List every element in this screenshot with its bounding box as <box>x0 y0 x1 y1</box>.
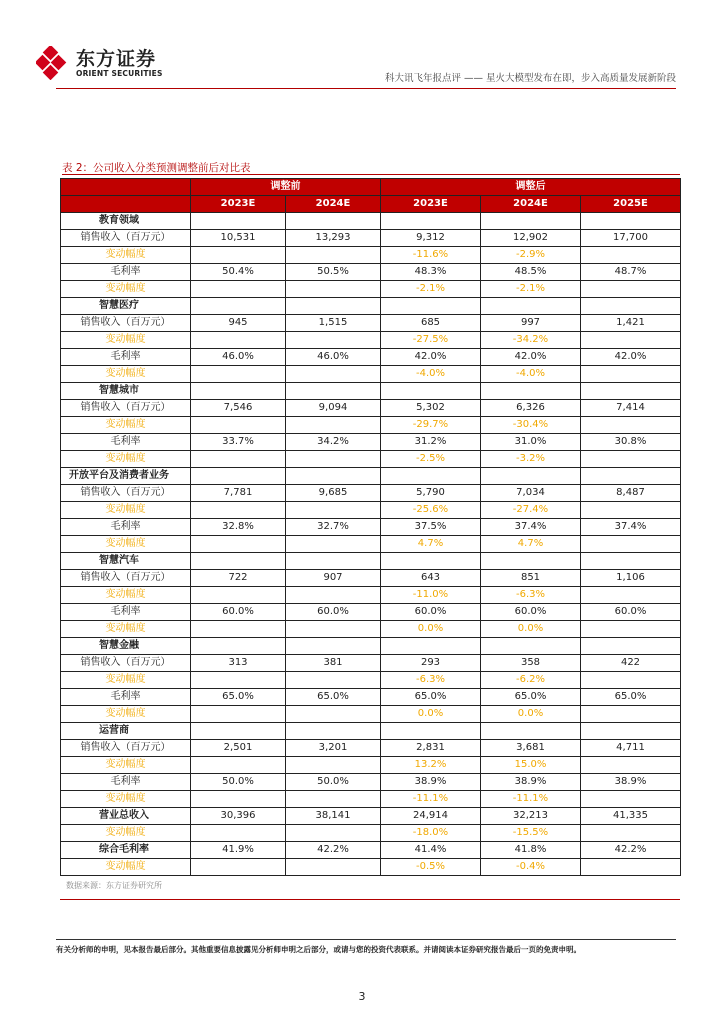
table-cell <box>581 468 681 485</box>
row-label: 智慧医疗 <box>61 298 191 315</box>
table-cell: 7,414 <box>581 400 681 417</box>
table-row <box>61 434 681 451</box>
table-row <box>61 740 681 757</box>
table-cell: 50.0% <box>191 774 286 791</box>
row-label: 毛利率 <box>61 264 191 281</box>
table-cell <box>191 417 286 434</box>
table-cell: 38.9% <box>581 774 681 791</box>
table-cell <box>286 213 381 230</box>
table-cell <box>286 383 381 400</box>
table-cell <box>191 213 286 230</box>
table-cell <box>481 638 581 655</box>
table-cell: 50.0% <box>286 774 381 791</box>
table-year-header-row <box>61 196 681 213</box>
table-cell <box>191 298 286 315</box>
table-cell <box>481 468 581 485</box>
table-cell: 2,501 <box>191 740 286 757</box>
table-cell <box>286 417 381 434</box>
table-cell <box>191 468 286 485</box>
table-cell <box>381 638 481 655</box>
table-cell <box>581 417 681 434</box>
row-label: 毛利率 <box>61 519 191 536</box>
row-label: 智慧金融 <box>61 638 191 655</box>
table-cell: 293 <box>381 655 481 672</box>
table-cell: 15.0% <box>481 757 581 774</box>
table-cell: -11.0% <box>381 587 481 604</box>
table-cell: 38,141 <box>286 808 381 825</box>
row-label: 智慧汽车 <box>61 553 191 570</box>
table-row <box>61 281 681 298</box>
table-cell: 41.9% <box>191 842 286 859</box>
table-row <box>61 417 681 434</box>
group-after-header: 调整后 <box>381 179 681 196</box>
table-cell <box>191 621 286 638</box>
row-label: 变动幅度 <box>61 587 191 604</box>
table-cell: 6,326 <box>481 400 581 417</box>
table-cell <box>581 757 681 774</box>
table-row <box>61 587 681 604</box>
row-label: 毛利率 <box>61 349 191 366</box>
row-label: 销售收入（百万元） <box>61 570 191 587</box>
table-cell: 12,902 <box>481 230 581 247</box>
column-header: 2023E <box>191 196 286 213</box>
table-cell: 9,685 <box>286 485 381 502</box>
table-cell: -6.2% <box>481 672 581 689</box>
table-row <box>61 383 681 400</box>
table-cell <box>581 621 681 638</box>
row-label: 变动幅度 <box>61 621 191 638</box>
table-row <box>61 604 681 621</box>
table-cell: 381 <box>286 655 381 672</box>
table-row <box>61 349 681 366</box>
table-cell <box>286 723 381 740</box>
table-cell: 60.0% <box>191 604 286 621</box>
table-cell <box>286 791 381 808</box>
table-cell <box>381 298 481 315</box>
table-cell: 46.0% <box>286 349 381 366</box>
table-row <box>61 264 681 281</box>
table-row <box>61 570 681 587</box>
table-cell: 358 <box>481 655 581 672</box>
table-cell <box>481 723 581 740</box>
table-cell: -4.0% <box>481 366 581 383</box>
row-label: 营业总收入 <box>61 808 191 825</box>
table-row <box>61 638 681 655</box>
table-cell <box>286 468 381 485</box>
table-row <box>61 400 681 417</box>
table-cell: 65.0% <box>191 689 286 706</box>
report-title: 科大讯飞年报点评 —— 星火大模型发布在即，步入高质量发展新阶段 <box>384 73 676 84</box>
table-cell <box>381 213 481 230</box>
table-cell <box>191 706 286 723</box>
row-label: 变动幅度 <box>61 825 191 842</box>
table-title-divider <box>62 174 680 175</box>
table-cell <box>381 553 481 570</box>
table-cell: 38.9% <box>481 774 581 791</box>
table-cell <box>581 825 681 842</box>
table-cell: -2.1% <box>381 281 481 298</box>
row-label: 销售收入（百万元） <box>61 315 191 332</box>
group-before-header: 调整前 <box>191 179 381 196</box>
table-cell <box>581 706 681 723</box>
table-cell <box>481 213 581 230</box>
table-row <box>61 859 681 876</box>
row-label: 运营商 <box>61 723 191 740</box>
row-label: 销售收入（百万元） <box>61 655 191 672</box>
table-cell <box>481 553 581 570</box>
table-cell: -11.1% <box>381 791 481 808</box>
table-cell <box>286 247 381 264</box>
table-cell: 1,421 <box>581 315 681 332</box>
footer-divider <box>56 939 676 940</box>
table-cell <box>191 587 286 604</box>
table-cell <box>581 723 681 740</box>
table-cell <box>481 298 581 315</box>
row-label: 变动幅度 <box>61 502 191 519</box>
table-cell: 422 <box>581 655 681 672</box>
table-cell: 33.7% <box>191 434 286 451</box>
table-row <box>61 247 681 264</box>
table-cell: 42.0% <box>581 349 681 366</box>
table-cell <box>581 791 681 808</box>
row-label: 变动幅度 <box>61 366 191 383</box>
table-cell: 9,312 <box>381 230 481 247</box>
table-cell: 48.5% <box>481 264 581 281</box>
table-cell: 65.0% <box>381 689 481 706</box>
row-label: 销售收入（百万元） <box>61 485 191 502</box>
row-label: 毛利率 <box>61 774 191 791</box>
table-cell <box>481 383 581 400</box>
table-cell: 65.0% <box>481 689 581 706</box>
table-cell: -2.1% <box>481 281 581 298</box>
row-label: 变动幅度 <box>61 791 191 808</box>
row-label: 综合毛利率 <box>61 842 191 859</box>
table-row <box>61 689 681 706</box>
table-cell: 42.0% <box>381 349 481 366</box>
table-cell: -0.4% <box>481 859 581 876</box>
table-cell: 8,487 <box>581 485 681 502</box>
logo-chinese-name: 东方证券 <box>76 47 157 70</box>
table-row <box>61 451 681 468</box>
table-cell: 17,700 <box>581 230 681 247</box>
table-cell: 37.5% <box>381 519 481 536</box>
table-row <box>61 519 681 536</box>
table-cell: 30.8% <box>581 434 681 451</box>
table-cell <box>191 536 286 553</box>
table-cell <box>191 791 286 808</box>
source-divider <box>60 899 680 900</box>
table-cell <box>581 553 681 570</box>
table-cell: 7,546 <box>191 400 286 417</box>
table-row <box>61 791 681 808</box>
table-group-header-row <box>61 179 681 196</box>
table-cell: 7,781 <box>191 485 286 502</box>
table-cell: 5,302 <box>381 400 481 417</box>
table-row <box>61 842 681 859</box>
table-row <box>61 213 681 230</box>
row-label: 毛利率 <box>61 689 191 706</box>
table-cell: 3,681 <box>481 740 581 757</box>
table-cell: 4.7% <box>381 536 481 553</box>
table-cell: -15.5% <box>481 825 581 842</box>
table-cell: -3.2% <box>481 451 581 468</box>
table-cell: 5,790 <box>381 485 481 502</box>
row-label: 变动幅度 <box>61 706 191 723</box>
table-cell: 30,396 <box>191 808 286 825</box>
disclaimer-text: 有关分析师的申明，见本报告最后部分。其他重要信息披露见分析师申明之后部分，或请与您的投资代表联系。并请阅读本证券研究报告最后一页的免责申明。 <box>56 945 581 954</box>
table-row <box>61 502 681 519</box>
table-cell: 722 <box>191 570 286 587</box>
row-label: 销售收入（百万元） <box>61 230 191 247</box>
table-row <box>61 485 681 502</box>
logo-english-name: ORIENT SECURITIES <box>76 68 163 78</box>
table-cell <box>191 332 286 349</box>
table-cell: 685 <box>381 315 481 332</box>
table-cell: 4.7% <box>481 536 581 553</box>
table-cell: 41.8% <box>481 842 581 859</box>
row-label: 变动幅度 <box>61 417 191 434</box>
table-title: 表 2：公司收入分类预测调整前后对比表 <box>62 162 251 174</box>
table-cell: 13,293 <box>286 230 381 247</box>
table-cell: 13.2% <box>381 757 481 774</box>
table-cell: 41,335 <box>581 808 681 825</box>
table-cell <box>286 706 381 723</box>
table-cell: 7,034 <box>481 485 581 502</box>
table-cell <box>581 638 681 655</box>
table-cell <box>286 451 381 468</box>
row-label: 变动幅度 <box>61 247 191 264</box>
table-cell: 32,213 <box>481 808 581 825</box>
row-label: 变动幅度 <box>61 672 191 689</box>
table-cell <box>381 383 481 400</box>
table-cell <box>581 247 681 264</box>
table-cell: -25.6% <box>381 502 481 519</box>
table-cell: 37.4% <box>481 519 581 536</box>
table-row <box>61 536 681 553</box>
row-label: 毛利率 <box>61 604 191 621</box>
table-cell <box>286 825 381 842</box>
table-cell <box>191 366 286 383</box>
table-cell: 50.4% <box>191 264 286 281</box>
row-label: 开放平台及消费者业务 <box>61 468 191 485</box>
table-row <box>61 757 681 774</box>
table-cell <box>581 451 681 468</box>
table-cell: -27.5% <box>381 332 481 349</box>
table-cell <box>191 825 286 842</box>
table-cell <box>286 536 381 553</box>
row-label: 教育领域 <box>61 213 191 230</box>
table-cell: 0.0% <box>481 706 581 723</box>
table-cell <box>286 502 381 519</box>
table-cell: 42.0% <box>481 349 581 366</box>
table-cell <box>286 859 381 876</box>
row-label: 智慧城市 <box>61 383 191 400</box>
table-cell <box>581 859 681 876</box>
table-cell <box>581 587 681 604</box>
table-cell: 9,094 <box>286 400 381 417</box>
table-row <box>61 230 681 247</box>
table-cell <box>191 451 286 468</box>
header-blank-cell <box>61 196 191 213</box>
table-cell: -6.3% <box>381 672 481 689</box>
table-cell <box>381 723 481 740</box>
table-cell: 42.2% <box>286 842 381 859</box>
table-cell: 65.0% <box>286 689 381 706</box>
table-cell <box>581 281 681 298</box>
table-cell: 41.4% <box>381 842 481 859</box>
row-label: 销售收入（百万元） <box>61 740 191 757</box>
data-source-note: 数据来源：东方证券研究所 <box>66 881 162 890</box>
table-cell <box>286 621 381 638</box>
table-cell: 10,531 <box>191 230 286 247</box>
table-row <box>61 298 681 315</box>
table-row <box>61 468 681 485</box>
table-cell: 1,106 <box>581 570 681 587</box>
table-cell <box>581 672 681 689</box>
table-row <box>61 808 681 825</box>
column-header: 2025E <box>581 196 681 213</box>
company-logo <box>36 46 163 80</box>
table-cell <box>381 468 481 485</box>
table-cell <box>286 332 381 349</box>
row-label: 变动幅度 <box>61 451 191 468</box>
table-cell: 2,831 <box>381 740 481 757</box>
table-cell: -6.3% <box>481 587 581 604</box>
table-cell: 34.2% <box>286 434 381 451</box>
table-cell: -2.5% <box>381 451 481 468</box>
header-divider <box>56 88 676 89</box>
table-cell <box>286 757 381 774</box>
table-cell <box>286 672 381 689</box>
table-cell: 31.0% <box>481 434 581 451</box>
header-blank-cell <box>61 179 191 196</box>
table-cell: 37.4% <box>581 519 681 536</box>
table-cell: 907 <box>286 570 381 587</box>
table-cell: -34.2% <box>481 332 581 349</box>
table-cell: 42.2% <box>581 842 681 859</box>
table-cell: 851 <box>481 570 581 587</box>
table-row <box>61 825 681 842</box>
forecast-table <box>60 178 681 876</box>
table-cell: 31.2% <box>381 434 481 451</box>
table-cell <box>191 757 286 774</box>
table-cell: 46.0% <box>191 349 286 366</box>
table-cell <box>191 859 286 876</box>
table-cell: 60.0% <box>381 604 481 621</box>
table-cell <box>581 536 681 553</box>
table-row <box>61 553 681 570</box>
table-cell <box>191 553 286 570</box>
table-cell: 60.0% <box>286 604 381 621</box>
table-cell <box>286 587 381 604</box>
table-row <box>61 655 681 672</box>
table-cell: 313 <box>191 655 286 672</box>
logo-diamond-icon <box>36 46 70 80</box>
table-cell: -18.0% <box>381 825 481 842</box>
row-label: 变动幅度 <box>61 332 191 349</box>
table-cell: 48.7% <box>581 264 681 281</box>
table-cell <box>286 553 381 570</box>
column-header: 2023E <box>381 196 481 213</box>
table-cell: 32.8% <box>191 519 286 536</box>
table-cell <box>191 502 286 519</box>
table-cell: 60.0% <box>581 604 681 621</box>
table-cell: -30.4% <box>481 417 581 434</box>
table-row <box>61 774 681 791</box>
table-cell <box>581 332 681 349</box>
table-cell <box>581 213 681 230</box>
page-number: 3 <box>358 990 366 1003</box>
table-row <box>61 332 681 349</box>
table-cell: 4,711 <box>581 740 681 757</box>
row-label: 变动幅度 <box>61 536 191 553</box>
table-cell <box>581 383 681 400</box>
table-cell: -11.1% <box>481 791 581 808</box>
table-cell: 0.0% <box>381 706 481 723</box>
table-row <box>61 315 681 332</box>
table-cell: 0.0% <box>381 621 481 638</box>
table-cell: -27.4% <box>481 502 581 519</box>
table-cell: -11.6% <box>381 247 481 264</box>
row-label: 销售收入（百万元） <box>61 400 191 417</box>
table-cell: 3,201 <box>286 740 381 757</box>
table-cell <box>581 502 681 519</box>
row-label: 变动幅度 <box>61 281 191 298</box>
table-cell: 997 <box>481 315 581 332</box>
table-cell: 1,515 <box>286 315 381 332</box>
table-cell: 60.0% <box>481 604 581 621</box>
table-cell <box>581 298 681 315</box>
table-cell <box>286 638 381 655</box>
table-row <box>61 672 681 689</box>
column-header: 2024E <box>481 196 581 213</box>
table-cell <box>581 366 681 383</box>
row-label: 变动幅度 <box>61 859 191 876</box>
table-cell: 65.0% <box>581 689 681 706</box>
table-row <box>61 723 681 740</box>
row-label: 变动幅度 <box>61 757 191 774</box>
table-cell: 38.9% <box>381 774 481 791</box>
column-header: 2024E <box>286 196 381 213</box>
table-cell: -2.9% <box>481 247 581 264</box>
table-cell: -4.0% <box>381 366 481 383</box>
table-cell <box>191 723 286 740</box>
table-cell <box>286 281 381 298</box>
table-cell: 0.0% <box>481 621 581 638</box>
table-cell <box>191 383 286 400</box>
table-cell: 48.3% <box>381 264 481 281</box>
table-cell: 32.7% <box>286 519 381 536</box>
table-cell: 24,914 <box>381 808 481 825</box>
table-row <box>61 366 681 383</box>
table-cell <box>191 247 286 264</box>
table-cell: -0.5% <box>381 859 481 876</box>
table-cell: 50.5% <box>286 264 381 281</box>
table-cell: 643 <box>381 570 481 587</box>
table-cell <box>191 638 286 655</box>
table-row <box>61 706 681 723</box>
row-label: 毛利率 <box>61 434 191 451</box>
table-cell <box>286 298 381 315</box>
table-row <box>61 621 681 638</box>
table-cell: 945 <box>191 315 286 332</box>
table-cell <box>191 672 286 689</box>
table-cell <box>191 281 286 298</box>
table-cell: -29.7% <box>381 417 481 434</box>
table-cell <box>286 366 381 383</box>
